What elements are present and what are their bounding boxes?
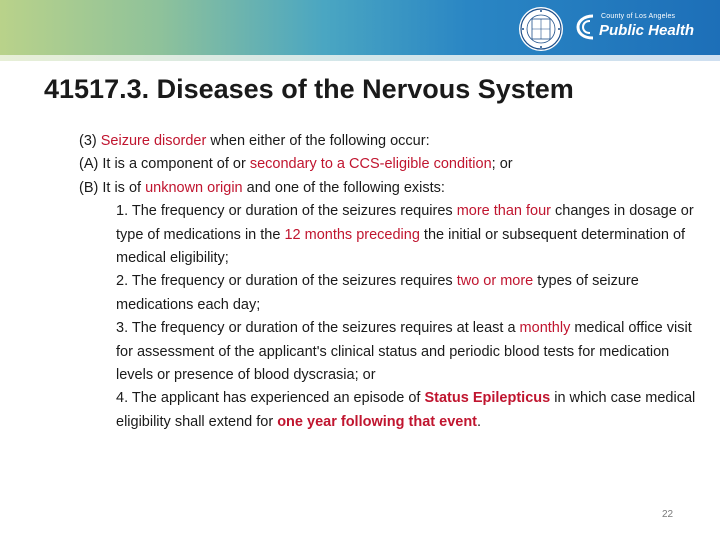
highlight-text: unknown origin [145, 179, 243, 196]
page-number: 22 [662, 509, 674, 520]
item-a [79, 153, 709, 176]
item-text: . [477, 413, 482, 430]
highlight-text: secondary to a CCS-eligible condition [249, 156, 492, 173]
header-divider [0, 55, 720, 61]
item-text: (A) It is a component of or [79, 156, 250, 173]
highlight-text: Seizure disorder [100, 133, 207, 149]
item-text: 2. The frequency or duration of the seizures requires [116, 273, 457, 290]
highlight-text: monthly [519, 320, 571, 337]
public-health-logo-icon [575, 13, 597, 41]
item-text: ; or [491, 156, 513, 173]
item-3 [79, 130, 709, 153]
item-text: 3. The frequency or duration of the seizures requires at least a [116, 320, 520, 337]
slide-title: 41517.3. Diseases of the Nervous System [44, 74, 574, 104]
public-health-logo [575, 11, 695, 43]
subitem-2 [79, 270, 706, 317]
item-text: 4. The applicant has experienced an episode of [116, 390, 425, 407]
logo-public-health-text: Public Health [599, 22, 695, 39]
highlight-text: Status Epilepticus [424, 390, 551, 407]
subitem-4 [79, 387, 706, 434]
item-text: in which case medical eligibility shall extend for [116, 390, 696, 430]
highlight-text: two or more [456, 273, 534, 290]
item-text: changes in dosage or type of medications in the [116, 203, 694, 243]
highlight-text: more than four [456, 203, 551, 220]
item-text: medical office visit for assessment of the applicant's clinical status and periodic blood tests for medication levels or presence of blood dyscrasia; or [116, 320, 692, 384]
item-text: the initial or subsequent determination of medical eligibility; [116, 226, 686, 267]
item-text: and one of the following exists: [242, 179, 445, 196]
item-text: (B) It is of [79, 179, 146, 196]
highlight-text: one year following that event [277, 413, 478, 430]
item-text: (3) [79, 133, 101, 149]
item-text: when either of the following occur: [206, 133, 430, 149]
county-seal-icon [518, 6, 564, 52]
logo-county-text: County of Los Angeles [601, 13, 676, 20]
subitem-1 [79, 200, 706, 270]
item-text: 1. The frequency or duration of the seizures requires [116, 203, 457, 220]
item-b [79, 177, 709, 200]
subitem-3 [79, 317, 706, 387]
item-text: types of seizure medications each day; [116, 273, 639, 313]
slide-body [79, 130, 709, 434]
highlight-text: 12 months preceding [284, 226, 420, 243]
